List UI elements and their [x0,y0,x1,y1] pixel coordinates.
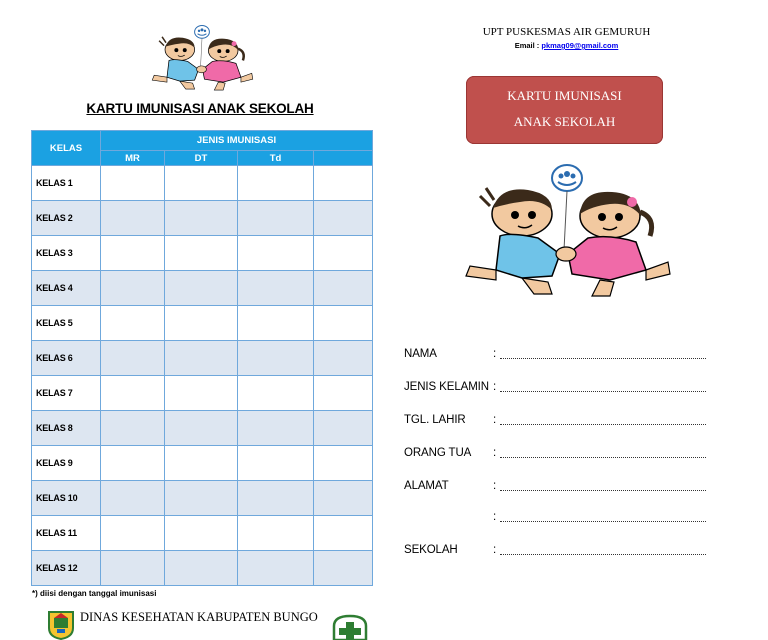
date-cell[interactable] [314,271,373,306]
orang-tua-line[interactable] [500,457,706,458]
jenis-imunisasi-header: JENIS IMUNISASI [101,131,373,151]
date-cell[interactable] [101,446,165,481]
field-sekolah: SEKOLAH : [404,544,714,560]
field-alamat-2: : [404,511,714,527]
date-cell[interactable] [238,201,314,236]
table-row [32,236,373,271]
date-cell[interactable] [165,166,238,201]
field-nama: NAMA : [404,348,714,364]
tgl-lahir-line[interactable] [500,424,706,425]
date-cell[interactable] [238,341,314,376]
date-cell[interactable] [238,166,314,201]
nama-line[interactable] [500,358,706,359]
row-label: KELAS 12 [32,551,101,586]
row-label: KELAS 3 [32,236,101,271]
sub-header-dt: DT [165,151,238,166]
date-cell[interactable] [238,446,314,481]
dinas-name: DINAS KESEHATAN KABUPATEN BUNGO [80,610,318,624]
sub-header-blank [314,151,373,166]
date-cell[interactable] [314,201,373,236]
table-row [32,201,373,236]
date-cell[interactable] [314,376,373,411]
table-row [32,306,373,341]
sub-header-mr: MR [101,151,165,166]
date-cell[interactable] [314,551,373,586]
date-cell[interactable] [101,306,165,341]
date-cell[interactable] [238,411,314,446]
title-box [466,76,663,144]
date-cell[interactable] [238,481,314,516]
date-cell[interactable] [238,271,314,306]
date-cell[interactable] [101,376,165,411]
row-label: KELAS 7 [32,376,101,411]
table-row [32,551,373,586]
date-cell[interactable] [101,341,165,376]
row-label: KELAS 2 [32,201,101,236]
title-line-1: KARTU IMUNISASI [507,88,622,103]
date-cell[interactable] [238,376,314,411]
table-row [32,411,373,446]
date-cell[interactable] [314,516,373,551]
date-cell[interactable] [101,411,165,446]
date-cell[interactable] [314,411,373,446]
date-cell[interactable] [165,446,238,481]
field-alamat: ALAMAT : [404,480,714,496]
sub-header-td: Td [238,151,314,166]
date-cell[interactable] [165,551,238,586]
sekolah-line[interactable] [500,554,706,555]
email-link[interactable]: pkmag09@gmail.com [541,41,619,50]
title-line-2: ANAK SEKOLAH [513,114,616,129]
row-label: KELAS 1 [32,166,101,201]
date-cell[interactable] [101,271,165,306]
date-cell[interactable] [314,236,373,271]
date-cell[interactable] [165,306,238,341]
table-row [32,376,373,411]
field-orang-tua: ORANG TUA : [404,447,714,463]
date-cell[interactable] [165,376,238,411]
row-label: KELAS 9 [32,446,101,481]
date-cell[interactable] [314,306,373,341]
date-cell[interactable] [101,166,165,201]
alamat-line-2[interactable] [500,521,706,522]
field-tgl-lahir: TGL. LAHIR : [404,414,714,430]
card-title: KARTU IMUNISASI ANAK SEKOLAH [86,101,314,116]
table-row [32,516,373,551]
date-cell[interactable] [165,201,238,236]
date-cell[interactable] [165,236,238,271]
date-cell[interactable] [165,271,238,306]
footnote: *) diisi dengan tanggal imunisasi [32,589,157,598]
date-cell[interactable] [165,411,238,446]
health-cross-icon [330,614,370,640]
immunization-table [31,130,373,586]
date-cell[interactable] [165,341,238,376]
table-row [32,271,373,306]
date-cell[interactable] [165,516,238,551]
jenis-kelamin-line[interactable] [500,391,706,392]
kelas-header: KELAS [32,131,101,166]
row-label: KELAS 10 [32,481,101,516]
date-cell[interactable] [314,481,373,516]
date-cell[interactable] [101,236,165,271]
row-label: KELAS 5 [32,306,101,341]
date-cell[interactable] [314,446,373,481]
date-cell[interactable] [314,341,373,376]
table-row [32,446,373,481]
row-label: KELAS 4 [32,271,101,306]
date-cell[interactable] [238,236,314,271]
row-label: KELAS 8 [32,411,101,446]
date-cell[interactable] [165,481,238,516]
date-cell[interactable] [101,551,165,586]
table-row [32,481,373,516]
row-label: KELAS 6 [32,341,101,376]
email-line: Email : pkmag09@gmail.com [514,41,619,50]
org-name: UPT PUSKESMAS AIR GEMURUH [482,26,651,38]
date-cell[interactable] [101,516,165,551]
date-cell[interactable] [101,481,165,516]
date-cell[interactable] [101,201,165,236]
table-row [32,341,373,376]
kids-illustration-large [460,158,674,300]
field-jenis-kelamin: JENIS KELAMIN : [404,381,714,397]
kids-illustration-small [132,22,272,92]
row-label: KELAS 11 [32,516,101,551]
table-row [32,166,373,201]
alamat-line[interactable] [500,490,706,491]
date-cell[interactable] [238,551,314,586]
date-cell[interactable] [314,166,373,201]
date-cell[interactable] [238,516,314,551]
date-cell[interactable] [238,306,314,341]
bungo-crest-icon [47,610,75,640]
